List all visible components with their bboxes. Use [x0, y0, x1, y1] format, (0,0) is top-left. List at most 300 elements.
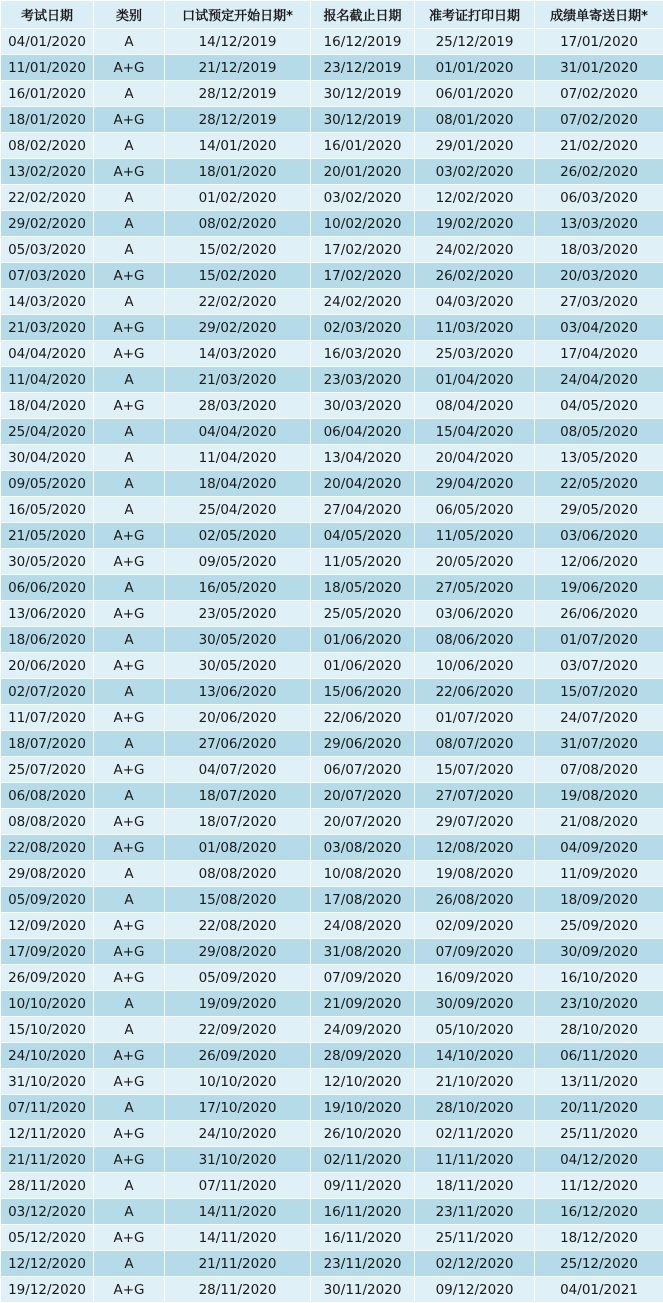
speaking-start-date-cell: 28/11/2020 — [165, 1277, 311, 1303]
table-row — [1, 1043, 663, 1069]
registration-deadline-cell: 04/05/2020 — [311, 523, 415, 549]
category-cell: A — [94, 289, 165, 315]
exam-date-cell: 18/01/2020 — [1, 107, 94, 133]
speaking-start-date-cell: 14/11/2020 — [165, 1225, 311, 1251]
speaking-start-date-cell: 08/08/2020 — [165, 861, 311, 887]
exam-date-cell: 05/12/2020 — [1, 1225, 94, 1251]
exam-date-cell: 02/07/2020 — [1, 679, 94, 705]
category-cell: A+G — [94, 1069, 165, 1095]
admission-print-date-cell: 29/04/2020 — [415, 471, 535, 497]
table-row — [1, 1251, 663, 1277]
admission-print-date-cell: 26/08/2020 — [415, 887, 535, 913]
exam-date-cell: 19/12/2020 — [1, 1277, 94, 1303]
table-row — [1, 861, 663, 887]
registration-deadline-cell: 24/02/2020 — [311, 289, 415, 315]
admission-print-date-cell: 23/11/2020 — [415, 1199, 535, 1225]
registration-deadline-cell: 20/07/2020 — [311, 809, 415, 835]
result-mail-date-cell: 07/08/2020 — [535, 757, 663, 783]
speaking-start-date-cell: 05/09/2020 — [165, 965, 311, 991]
registration-deadline-cell: 16/11/2020 — [311, 1225, 415, 1251]
exam-date-cell: 06/08/2020 — [1, 783, 94, 809]
table-row — [1, 887, 663, 913]
registration-deadline-cell: 20/04/2020 — [311, 471, 415, 497]
admission-print-date-cell: 27/07/2020 — [415, 783, 535, 809]
admission-print-date-cell: 08/04/2020 — [415, 393, 535, 419]
registration-deadline-cell: 01/06/2020 — [311, 627, 415, 653]
table-row — [1, 341, 663, 367]
admission-print-date-cell: 15/07/2020 — [415, 757, 535, 783]
table-row — [1, 601, 663, 627]
category-cell: A — [94, 731, 165, 757]
exam-date-cell: 11/04/2020 — [1, 367, 94, 393]
category-cell: A+G — [94, 107, 165, 133]
exam-date-cell: 30/05/2020 — [1, 549, 94, 575]
registration-deadline-cell: 23/12/2019 — [311, 55, 415, 81]
result-mail-date-cell: 25/12/2020 — [535, 1251, 663, 1277]
registration-deadline-cell: 27/04/2020 — [311, 497, 415, 523]
speaking-start-date-cell: 29/02/2020 — [165, 315, 311, 341]
admission-print-date-cell: 22/06/2020 — [415, 679, 535, 705]
table-row — [1, 913, 663, 939]
admission-print-date-cell: 10/06/2020 — [415, 653, 535, 679]
exam-date-cell: 16/01/2020 — [1, 81, 94, 107]
result-mail-date-cell: 04/12/2020 — [535, 1147, 663, 1173]
category-cell: A+G — [94, 1225, 165, 1251]
exam-date-cell: 21/11/2020 — [1, 1147, 94, 1173]
exam-date-cell: 17/09/2020 — [1, 939, 94, 965]
admission-print-date-cell: 08/06/2020 — [415, 627, 535, 653]
admission-print-date-cell: 14/10/2020 — [415, 1043, 535, 1069]
admission-print-date-cell: 05/10/2020 — [415, 1017, 535, 1043]
result-mail-date-cell: 11/09/2020 — [535, 861, 663, 887]
table-row — [1, 627, 663, 653]
exam-date-cell: 22/08/2020 — [1, 835, 94, 861]
category-cell: A+G — [94, 601, 165, 627]
admission-print-date-cell: 04/03/2020 — [415, 289, 535, 315]
header-speaking-start-date: 口试预定开始日期* — [165, 1, 311, 29]
registration-deadline-cell: 02/11/2020 — [311, 1147, 415, 1173]
admission-print-date-cell: 16/09/2020 — [415, 965, 535, 991]
result-mail-date-cell: 20/11/2020 — [535, 1095, 663, 1121]
exam-date-cell: 11/07/2020 — [1, 705, 94, 731]
registration-deadline-cell: 16/01/2020 — [311, 133, 415, 159]
category-cell: A — [94, 575, 165, 601]
category-cell: A+G — [94, 55, 165, 81]
speaking-start-date-cell: 18/07/2020 — [165, 809, 311, 835]
registration-deadline-cell: 25/05/2020 — [311, 601, 415, 627]
category-cell: A+G — [94, 549, 165, 575]
admission-print-date-cell: 21/10/2020 — [415, 1069, 535, 1095]
table-row — [1, 55, 663, 81]
result-mail-date-cell: 18/12/2020 — [535, 1225, 663, 1251]
speaking-start-date-cell: 24/10/2020 — [165, 1121, 311, 1147]
admission-print-date-cell: 25/12/2019 — [415, 29, 535, 55]
category-cell: A+G — [94, 809, 165, 835]
table-row — [1, 1225, 663, 1251]
exam-date-cell: 22/02/2020 — [1, 185, 94, 211]
header-result-mail-date: 成绩单寄送日期* — [535, 1, 663, 29]
result-mail-date-cell: 31/07/2020 — [535, 731, 663, 757]
exam-date-cell: 24/10/2020 — [1, 1043, 94, 1069]
admission-print-date-cell: 08/01/2020 — [415, 107, 535, 133]
speaking-start-date-cell: 29/08/2020 — [165, 939, 311, 965]
speaking-start-date-cell: 15/08/2020 — [165, 887, 311, 913]
table-row — [1, 185, 663, 211]
speaking-start-date-cell: 30/05/2020 — [165, 627, 311, 653]
exam-date-cell: 05/03/2020 — [1, 237, 94, 263]
admission-print-date-cell: 18/11/2020 — [415, 1173, 535, 1199]
result-mail-date-cell: 26/02/2020 — [535, 159, 663, 185]
table-body — [1, 29, 663, 1303]
registration-deadline-cell: 24/09/2020 — [311, 1017, 415, 1043]
speaking-start-date-cell: 18/04/2020 — [165, 471, 311, 497]
admission-print-date-cell: 27/05/2020 — [415, 575, 535, 601]
table-row — [1, 289, 663, 315]
category-cell: A+G — [94, 1043, 165, 1069]
category-cell: A — [94, 861, 165, 887]
result-mail-date-cell: 24/04/2020 — [535, 367, 663, 393]
table-row — [1, 81, 663, 107]
speaking-start-date-cell: 28/12/2019 — [165, 81, 311, 107]
registration-deadline-cell: 28/09/2020 — [311, 1043, 415, 1069]
result-mail-date-cell: 29/05/2020 — [535, 497, 663, 523]
result-mail-date-cell: 07/02/2020 — [535, 81, 663, 107]
category-cell: A+G — [94, 835, 165, 861]
registration-deadline-cell: 10/02/2020 — [311, 211, 415, 237]
registration-deadline-cell: 21/09/2020 — [311, 991, 415, 1017]
category-cell: A — [94, 679, 165, 705]
admission-print-date-cell: 19/02/2020 — [415, 211, 535, 237]
speaking-start-date-cell: 11/04/2020 — [165, 445, 311, 471]
admission-print-date-cell: 24/02/2020 — [415, 237, 535, 263]
category-cell: A+G — [94, 341, 165, 367]
speaking-start-date-cell: 21/11/2020 — [165, 1251, 311, 1277]
registration-deadline-cell: 17/08/2020 — [311, 887, 415, 913]
speaking-start-date-cell: 27/06/2020 — [165, 731, 311, 757]
admission-print-date-cell: 11/05/2020 — [415, 523, 535, 549]
speaking-start-date-cell: 01/08/2020 — [165, 835, 311, 861]
table-row — [1, 991, 663, 1017]
admission-print-date-cell: 03/02/2020 — [415, 159, 535, 185]
category-cell: A — [94, 1095, 165, 1121]
admission-print-date-cell: 06/01/2020 — [415, 81, 535, 107]
category-cell: A+G — [94, 913, 165, 939]
speaking-start-date-cell: 16/05/2020 — [165, 575, 311, 601]
registration-deadline-cell: 20/01/2020 — [311, 159, 415, 185]
registration-deadline-cell: 07/09/2020 — [311, 965, 415, 991]
registration-deadline-cell: 30/12/2019 — [311, 81, 415, 107]
admission-print-date-cell: 02/11/2020 — [415, 1121, 535, 1147]
category-cell: A+G — [94, 705, 165, 731]
category-cell: A — [94, 783, 165, 809]
speaking-start-date-cell: 07/11/2020 — [165, 1173, 311, 1199]
result-mail-date-cell: 06/11/2020 — [535, 1043, 663, 1069]
category-cell: A — [94, 1017, 165, 1043]
category-cell: A — [94, 1173, 165, 1199]
result-mail-date-cell: 19/08/2020 — [535, 783, 663, 809]
registration-deadline-cell: 16/11/2020 — [311, 1199, 415, 1225]
speaking-start-date-cell: 04/07/2020 — [165, 757, 311, 783]
table-row — [1, 393, 663, 419]
registration-deadline-cell: 11/05/2020 — [311, 549, 415, 575]
category-cell: A — [94, 29, 165, 55]
registration-deadline-cell: 30/12/2019 — [311, 107, 415, 133]
speaking-start-date-cell: 14/12/2019 — [165, 29, 311, 55]
category-cell: A+G — [94, 523, 165, 549]
admission-print-date-cell: 02/12/2020 — [415, 1251, 535, 1277]
speaking-start-date-cell: 18/01/2020 — [165, 159, 311, 185]
registration-deadline-cell: 03/08/2020 — [311, 835, 415, 861]
speaking-start-date-cell: 17/10/2020 — [165, 1095, 311, 1121]
table-row — [1, 211, 663, 237]
registration-deadline-cell: 10/08/2020 — [311, 861, 415, 887]
speaking-start-date-cell: 04/04/2020 — [165, 419, 311, 445]
category-cell: A — [94, 887, 165, 913]
admission-print-date-cell: 06/05/2020 — [415, 497, 535, 523]
table-row — [1, 731, 663, 757]
result-mail-date-cell: 16/10/2020 — [535, 965, 663, 991]
speaking-start-date-cell: 02/05/2020 — [165, 523, 311, 549]
registration-deadline-cell: 24/08/2020 — [311, 913, 415, 939]
category-cell: A — [94, 185, 165, 211]
exam-date-cell: 21/05/2020 — [1, 523, 94, 549]
table-row — [1, 809, 663, 835]
result-mail-date-cell: 16/12/2020 — [535, 1199, 663, 1225]
table-row — [1, 1095, 663, 1121]
exam-date-cell: 08/08/2020 — [1, 809, 94, 835]
speaking-start-date-cell: 18/07/2020 — [165, 783, 311, 809]
category-cell: A — [94, 81, 165, 107]
table-row — [1, 653, 663, 679]
result-mail-date-cell: 31/01/2020 — [535, 55, 663, 81]
category-cell: A+G — [94, 653, 165, 679]
exam-date-cell: 21/03/2020 — [1, 315, 94, 341]
speaking-start-date-cell: 26/09/2020 — [165, 1043, 311, 1069]
speaking-start-date-cell: 25/04/2020 — [165, 497, 311, 523]
category-cell: A — [94, 237, 165, 263]
speaking-start-date-cell: 09/05/2020 — [165, 549, 311, 575]
speaking-start-date-cell: 19/09/2020 — [165, 991, 311, 1017]
category-cell: A+G — [94, 939, 165, 965]
speaking-start-date-cell: 01/02/2020 — [165, 185, 311, 211]
speaking-start-date-cell: 15/02/2020 — [165, 263, 311, 289]
table-row — [1, 1069, 663, 1095]
exam-date-cell: 10/10/2020 — [1, 991, 94, 1017]
exam-date-cell: 11/01/2020 — [1, 55, 94, 81]
exam-date-cell: 20/06/2020 — [1, 653, 94, 679]
exam-date-cell: 18/06/2020 — [1, 627, 94, 653]
table-row — [1, 445, 663, 471]
exam-date-cell: 18/04/2020 — [1, 393, 94, 419]
registration-deadline-cell: 23/11/2020 — [311, 1251, 415, 1277]
registration-deadline-cell: 13/04/2020 — [311, 445, 415, 471]
category-cell: A — [94, 133, 165, 159]
category-cell: A — [94, 471, 165, 497]
table-row — [1, 965, 663, 991]
registration-deadline-cell: 23/03/2020 — [311, 367, 415, 393]
result-mail-date-cell: 25/09/2020 — [535, 913, 663, 939]
result-mail-date-cell: 03/06/2020 — [535, 523, 663, 549]
exam-date-cell: 16/05/2020 — [1, 497, 94, 523]
registration-deadline-cell: 31/08/2020 — [311, 939, 415, 965]
exam-date-cell: 12/11/2020 — [1, 1121, 94, 1147]
result-mail-date-cell: 24/07/2020 — [535, 705, 663, 731]
category-cell: A+G — [94, 1277, 165, 1303]
admission-print-date-cell: 07/09/2020 — [415, 939, 535, 965]
speaking-start-date-cell: 22/09/2020 — [165, 1017, 311, 1043]
table-row — [1, 939, 663, 965]
admission-print-date-cell: 26/02/2020 — [415, 263, 535, 289]
admission-print-date-cell: 29/07/2020 — [415, 809, 535, 835]
admission-print-date-cell: 29/01/2020 — [415, 133, 535, 159]
registration-deadline-cell: 18/05/2020 — [311, 575, 415, 601]
registration-deadline-cell: 29/06/2020 — [311, 731, 415, 757]
exam-date-cell: 14/03/2020 — [1, 289, 94, 315]
category-cell: A — [94, 627, 165, 653]
admission-print-date-cell: 01/04/2020 — [415, 367, 535, 393]
table-row — [1, 679, 663, 705]
table-row — [1, 783, 663, 809]
exam-date-cell: 28/11/2020 — [1, 1173, 94, 1199]
header-row — [1, 1, 663, 29]
registration-deadline-cell: 17/02/2020 — [311, 263, 415, 289]
registration-deadline-cell: 22/06/2020 — [311, 705, 415, 731]
header-exam-date: 考试日期 — [1, 1, 94, 29]
admission-print-date-cell: 12/02/2020 — [415, 185, 535, 211]
category-cell: A — [94, 1251, 165, 1277]
exam-date-cell: 08/02/2020 — [1, 133, 94, 159]
result-mail-date-cell: 13/03/2020 — [535, 211, 663, 237]
speaking-start-date-cell: 22/08/2020 — [165, 913, 311, 939]
result-mail-date-cell: 18/09/2020 — [535, 887, 663, 913]
speaking-start-date-cell: 23/05/2020 — [165, 601, 311, 627]
exam-date-cell: 07/03/2020 — [1, 263, 94, 289]
result-mail-date-cell: 03/04/2020 — [535, 315, 663, 341]
speaking-start-date-cell: 14/11/2020 — [165, 1199, 311, 1225]
admission-print-date-cell: 02/09/2020 — [415, 913, 535, 939]
registration-deadline-cell: 01/06/2020 — [311, 653, 415, 679]
category-cell: A+G — [94, 159, 165, 185]
table-row — [1, 1017, 663, 1043]
table-row — [1, 1147, 663, 1173]
speaking-start-date-cell: 30/05/2020 — [165, 653, 311, 679]
admission-print-date-cell: 12/08/2020 — [415, 835, 535, 861]
result-mail-date-cell: 17/04/2020 — [535, 341, 663, 367]
exam-date-cell: 25/04/2020 — [1, 419, 94, 445]
table-row — [1, 497, 663, 523]
admission-print-date-cell: 15/04/2020 — [415, 419, 535, 445]
registration-deadline-cell: 06/07/2020 — [311, 757, 415, 783]
result-mail-date-cell: 03/07/2020 — [535, 653, 663, 679]
category-cell: A — [94, 445, 165, 471]
exam-date-cell: 29/02/2020 — [1, 211, 94, 237]
table-row — [1, 29, 663, 55]
registration-deadline-cell: 15/06/2020 — [311, 679, 415, 705]
admission-print-date-cell: 11/11/2020 — [415, 1147, 535, 1173]
result-mail-date-cell: 21/02/2020 — [535, 133, 663, 159]
admission-print-date-cell: 25/11/2020 — [415, 1225, 535, 1251]
registration-deadline-cell: 02/03/2020 — [311, 315, 415, 341]
admission-print-date-cell: 20/04/2020 — [415, 445, 535, 471]
table-row — [1, 1121, 663, 1147]
registration-deadline-cell: 09/11/2020 — [311, 1173, 415, 1199]
admission-print-date-cell: 08/07/2020 — [415, 731, 535, 757]
category-cell: A — [94, 1199, 165, 1225]
result-mail-date-cell: 18/03/2020 — [535, 237, 663, 263]
result-mail-date-cell: 15/07/2020 — [535, 679, 663, 705]
exam-date-cell: 26/09/2020 — [1, 965, 94, 991]
speaking-start-date-cell: 20/06/2020 — [165, 705, 311, 731]
speaking-start-date-cell: 08/02/2020 — [165, 211, 311, 237]
result-mail-date-cell: 27/03/2020 — [535, 289, 663, 315]
registration-deadline-cell: 03/02/2020 — [311, 185, 415, 211]
speaking-start-date-cell: 14/01/2020 — [165, 133, 311, 159]
table-row — [1, 705, 663, 731]
table-header — [1, 1, 663, 29]
exam-date-cell: 12/09/2020 — [1, 913, 94, 939]
speaking-start-date-cell: 10/10/2020 — [165, 1069, 311, 1095]
table-row — [1, 315, 663, 341]
table-row — [1, 1277, 663, 1303]
exam-date-cell: 25/07/2020 — [1, 757, 94, 783]
result-mail-date-cell: 20/03/2020 — [535, 263, 663, 289]
admission-print-date-cell: 20/05/2020 — [415, 549, 535, 575]
registration-deadline-cell: 26/10/2020 — [311, 1121, 415, 1147]
exam-date-cell: 12/12/2020 — [1, 1251, 94, 1277]
admission-print-date-cell: 25/03/2020 — [415, 341, 535, 367]
exam-date-cell: 18/07/2020 — [1, 731, 94, 757]
table-row — [1, 523, 663, 549]
result-mail-date-cell: 22/05/2020 — [535, 471, 663, 497]
speaking-start-date-cell: 21/12/2019 — [165, 55, 311, 81]
table-row — [1, 471, 663, 497]
category-cell: A+G — [94, 263, 165, 289]
category-cell: A+G — [94, 1121, 165, 1147]
exam-date-cell: 06/06/2020 — [1, 575, 94, 601]
registration-deadline-cell: 19/10/2020 — [311, 1095, 415, 1121]
exam-date-cell: 29/08/2020 — [1, 861, 94, 887]
registration-deadline-cell: 30/11/2020 — [311, 1277, 415, 1303]
category-cell: A — [94, 367, 165, 393]
result-mail-date-cell: 23/10/2020 — [535, 991, 663, 1017]
category-cell: A+G — [94, 965, 165, 991]
exam-date-cell: 09/05/2020 — [1, 471, 94, 497]
exam-date-cell: 15/10/2020 — [1, 1017, 94, 1043]
result-mail-date-cell: 28/10/2020 — [535, 1017, 663, 1043]
admission-print-date-cell: 11/03/2020 — [415, 315, 535, 341]
table-row — [1, 1173, 663, 1199]
category-cell: A+G — [94, 315, 165, 341]
result-mail-date-cell: 13/05/2020 — [535, 445, 663, 471]
result-mail-date-cell: 07/02/2020 — [535, 107, 663, 133]
category-cell: A — [94, 211, 165, 237]
exam-date-cell: 07/11/2020 — [1, 1095, 94, 1121]
exam-date-cell: 30/04/2020 — [1, 445, 94, 471]
table-row — [1, 107, 663, 133]
result-mail-date-cell: 25/11/2020 — [535, 1121, 663, 1147]
table-row — [1, 237, 663, 263]
result-mail-date-cell: 04/09/2020 — [535, 835, 663, 861]
exam-date-cell: 04/01/2020 — [1, 29, 94, 55]
registration-deadline-cell: 12/10/2020 — [311, 1069, 415, 1095]
result-mail-date-cell: 01/07/2020 — [535, 627, 663, 653]
header-admission-print-date: 准考证打印日期 — [415, 1, 535, 29]
registration-deadline-cell: 17/02/2020 — [311, 237, 415, 263]
table-row — [1, 367, 663, 393]
exam-date-cell: 03/12/2020 — [1, 1199, 94, 1225]
result-mail-date-cell: 06/03/2020 — [535, 185, 663, 211]
result-mail-date-cell: 13/11/2020 — [535, 1069, 663, 1095]
